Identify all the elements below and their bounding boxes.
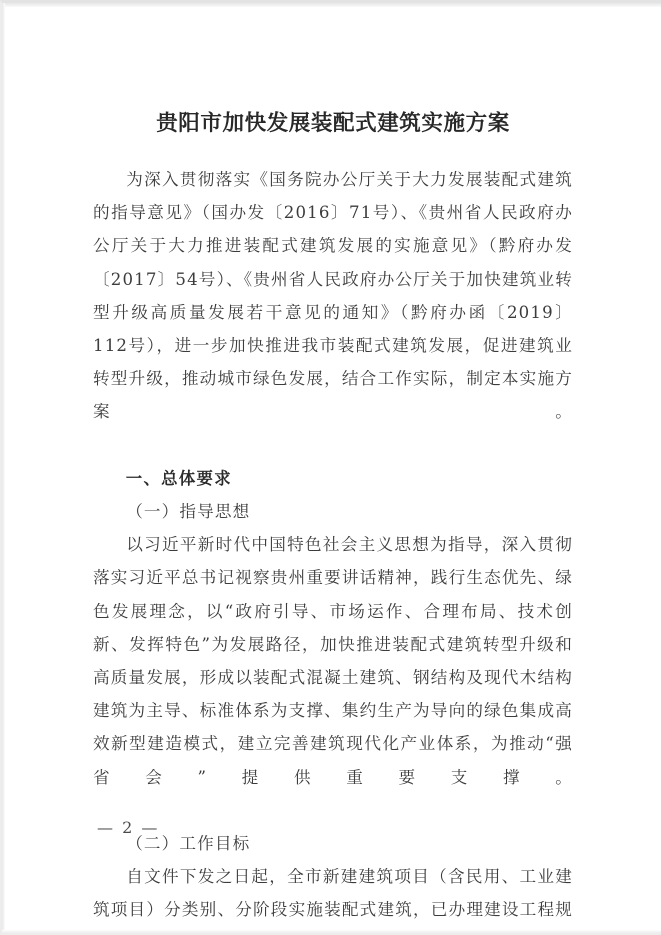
section-heading-one: 一、总体要求	[125, 468, 232, 488]
scan-edge-left	[2, 3, 5, 933]
page-number: — 2 —	[97, 818, 160, 837]
document-body	[93, 163, 573, 935]
intro-paragraph: 为深入贯彻落实《国务院办公厅关于大力发展装配式建筑的指导意见》（国办发〔2016〕71号）、《贵州省人民政府办公厅关于大力推进装配式建筑发展的实施意见》（黔府办发〔2017〕54号）、《贵州省人民政府办公厅关于加快建筑业转型升级高质量发展若干意见的通知》（黔府办函〔2019〕112号），进一步加快推进我市装配式建筑发展，促进建筑业转型升级，推动城市绿色发展，结合工作实际，制定本实施方案。	[93, 170, 573, 422]
guiding-thought-paragraph: 以习近平新时代中国特色社会主义思想为指导，深入贯彻落实习近平总书记视察贵州重要讲话精神，践行生态优先、绿色发展理念，以“政府引导、市场运作、合理布局、技术创新、发挥特色”为发展路径，加快推进装配式建筑转型升级和高质量发展，形成以装配式混凝土建筑、钢结构及现代木结构建筑为主导、标准体系为支撑、集约生产为导向的绿色集成高效新型建造模式，建立完善建筑现代化产业体系，为推动“强省会”提供重要支撑。	[93, 535, 573, 787]
subheading-work-goals: （二）工作目标	[126, 834, 251, 854]
document-content	[93, 3, 573, 935]
work-goals-paragraph: 自文件下发之日起，全市新建建筑项目（含民用、工业建筑项目）分类别、分阶段实施装配式建筑，已办理建设工程规	[93, 867, 573, 920]
page-title: 贵阳市加快发展装配式建筑实施方案	[156, 111, 510, 136]
subheading-guiding-thought: （一）指导思想	[126, 502, 251, 522]
